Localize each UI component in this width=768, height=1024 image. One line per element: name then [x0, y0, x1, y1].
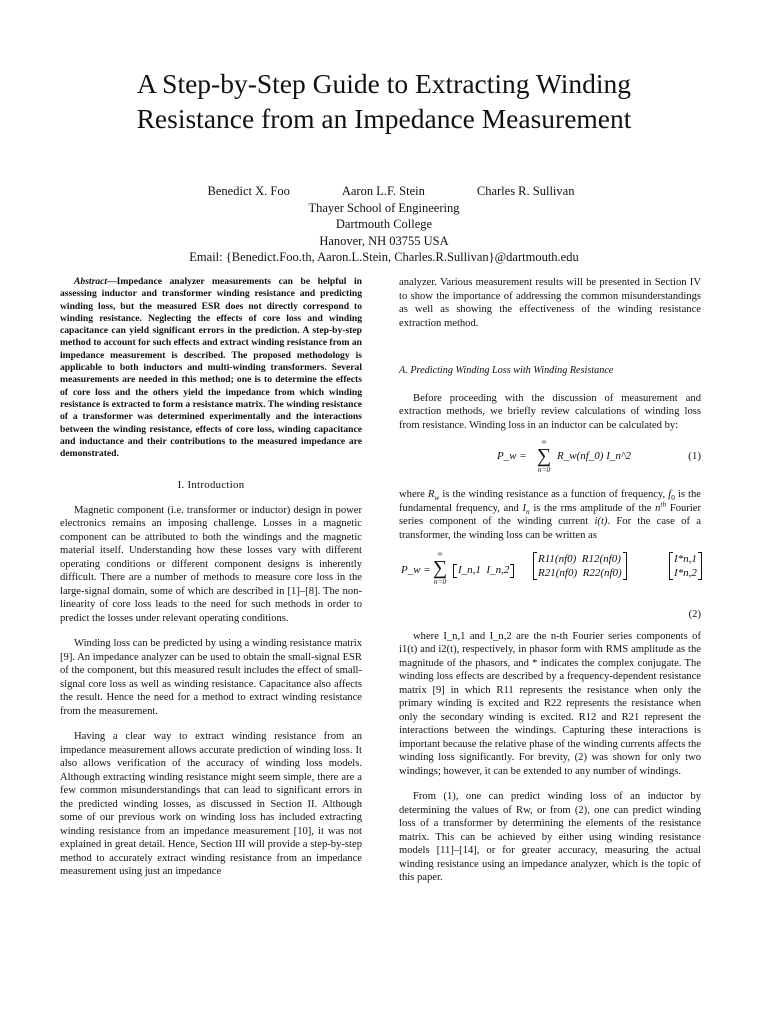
affiliation-college: Dartmouth College [335, 217, 433, 231]
eq2-row-vector-item: I_n,1 [458, 564, 481, 576]
eq2-number: (2) [688, 609, 701, 620]
equation-1 [399, 437, 701, 480]
eq2-resistance-matrix [533, 552, 627, 581]
affiliation-address: Hanover, NH 03755 USA [319, 233, 449, 248]
author-3: Charles R. Sullivan [476, 184, 575, 198]
eq1-rhs: R_w(nf_0) I_n^2 [557, 450, 631, 462]
abstract [60, 276, 362, 460]
eq2-row-vector-item: I_n,2 [486, 564, 510, 576]
right-paragraph-2: where $R_w$ is the winding resistance as a function of frequency, $f_0$ is the fundamental frequency, and $I_n$ is the rms amplitude of the $n^{th}$ Fourier series component of the winding current i(t). For the case of a transformer, the winding loss can be written as [399, 489, 702, 541]
eq1-upper-limit: ∞ [541, 437, 547, 446]
eq2-matrix-cell: R21(nf0) [538, 567, 578, 579]
eq1-summation [533, 438, 555, 474]
abstract-text: —Impedance analyzer measurements can be helpful in assessing inductor and transformer winding resistance and predicting winding loss, but the measured ESR does not directly correspond to winding resistance. Neglecting the effects of core loss and winding capacitance can yield significant errors in the prediction. A step-by-step method to account for such effects and extract winding resistance from an impedance measurement is described. The proposed methodology is applicable to both inductors and multi-winding transformers. Several measurements are needed in this method; one is to determine the effects of core loss and the others yield the impedance from which winding resistance is extracted to form a resistance matrix. The winding resistance of a transformer was determined experimentally and the interactions between the winding resistance, effects of core loss, winding capacitance and inductance and their contributions to the measured impedance are demonstrated. [60, 276, 362, 460]
eq2-lower-limit: n=0 [433, 577, 447, 586]
author-block [60, 183, 708, 266]
right-paragraph-4: From (1), one can predict winding loss of an inductor by determining the values of Rw, or from (2), one can predict winding loss of a transformer by determining the elements of the resistance matrix. This can be achieved by either using winding resistance models [11]–[14], or for greater accuracy, measuring the actual winding resistance using an impedance analyzer, which is the topic of this paper. [399, 791, 701, 883]
intro-paragraph-3: Having a clear way to extract winding resistance from an impedance measurement allows accurate prediction of winding loss. It also allows verification of the accuracy of winding loss models. Although extracting winding resistance might seem simple, there are a few common misunderstandings that can lead to significant errors in the predicted winding losses, as discussed in Section II. Although some of our previous work on winding loss has included extracting winding resistance from an impedance measurement [10], it was not explained in great detail. Hence, Section III will provide a step-by-step method to accurately extract winding resistance from an impedance measurement using just an impedance [60, 731, 362, 878]
author-1: Benedict X. Foo [207, 184, 290, 198]
eq2-matrix-cell: R22(nf0) [582, 567, 622, 579]
eq2-lhs: P_w = [401, 564, 431, 576]
equation-2 [399, 550, 701, 606]
eq1-number: (1) [688, 450, 701, 462]
eq2-matrix-cell: R11(nf0) [538, 553, 577, 565]
summation-icon: ∑ [536, 445, 552, 467]
eq2-summation [429, 550, 451, 586]
intro-paragraph-1: Magnetic component (i.e. transformer or inductor) design in power electronics remains an imposing challenge. Losses in a magnetic component can be attributed to both the windings and the magnetic material itself. Understanding how these losses vary with different operating conditions or different component designs is inherently difficult. There are a number of methods to measure core loss in the large-signal domain, some of which are described in [1]–[8]. The non-linearity of core loss leads to the need for such methods in order to predict the losses under relevant operating conditions. [60, 504, 362, 624]
paper-title [60, 66, 708, 136]
right-paragraph-1: Before proceeding with the discussion of measurement and extraction methods, we briefly review calculations of winding loss from resistance. Winding loss in an inductor can be calculated by: [399, 392, 701, 431]
eq2-column-vector-item: I*n,2 [674, 567, 697, 579]
right-column [399, 276, 701, 885]
title-line-2: Resistance from an Impedance Measurement [136, 103, 632, 134]
eq2-column-vector [669, 552, 702, 581]
author-names [74, 183, 708, 200]
subsection-heading-a: A. Predicting Winding Loss with Winding Resistance [399, 365, 614, 376]
intro-paragraph-2: Winding loss can be predicted by using a winding resistance matrix [9]. An impedance analyzer can be used to obtain the small-signal ESR of the component, but this measured result includes the effect of small-signal core loss as well as winding resistance. Capacitance also affects the result. Hence the need for a method to extract winding resistance from the measurement. [60, 638, 362, 717]
right-paragraph-continued: analyzer. Various measurement results will be presented in Section IV to show the importance of addressing the common misunderstandings as well as showing the effectiveness of the winding resistance extraction method. [399, 277, 701, 329]
author-2: Aaron L.F. Stein [341, 184, 425, 198]
right-paragraph-3: where I_n,1 and I_n,2 are the n-th Fourier series components of i1(t) and i2(t), respectively, in phasor form with RMS amplitude as the magnitude of the phasors, and * indicates the complex conjugate. The winding loss effects are described by a frequency-dependent resistance matrix [9] in which R11 represents the resistance when only the primary winding is excited and R22 represents the resistance when only the secondary winding is excited. R12 and R21 represent the interactions between the windings. Capturing these interactions is important because the relative phase of the winding currents affects the winding loss significantly. For brevity, (2) was shown for only two windings; however, it can be extended to any number of windings. [399, 630, 701, 777]
eq2-row-vector [453, 564, 514, 578]
left-column [60, 276, 362, 879]
eq1-lower-limit: n=0 [537, 465, 551, 474]
section-heading-introduction: I. Introduction [177, 479, 245, 492]
eq2-upper-limit: ∞ [437, 549, 443, 558]
summation-icon: ∑ [432, 557, 448, 579]
title-line-1: A Step-by-Step Guide to Extracting Winding [136, 68, 632, 99]
affiliation-school: Thayer School of Engineering [308, 200, 460, 215]
eq2-column-vector-item: I*n,1 [674, 553, 697, 565]
author-email: Email: {Benedict.Foo.th, Aaron.L.Stein, Charles.R.Sullivan}@dartmouth.edu [189, 250, 579, 264]
eq2-matrix-cell: R12(nf0) [581, 553, 621, 565]
abstract-label: Abstract [74, 276, 108, 287]
eq1-lhs: P_w = [497, 450, 527, 462]
